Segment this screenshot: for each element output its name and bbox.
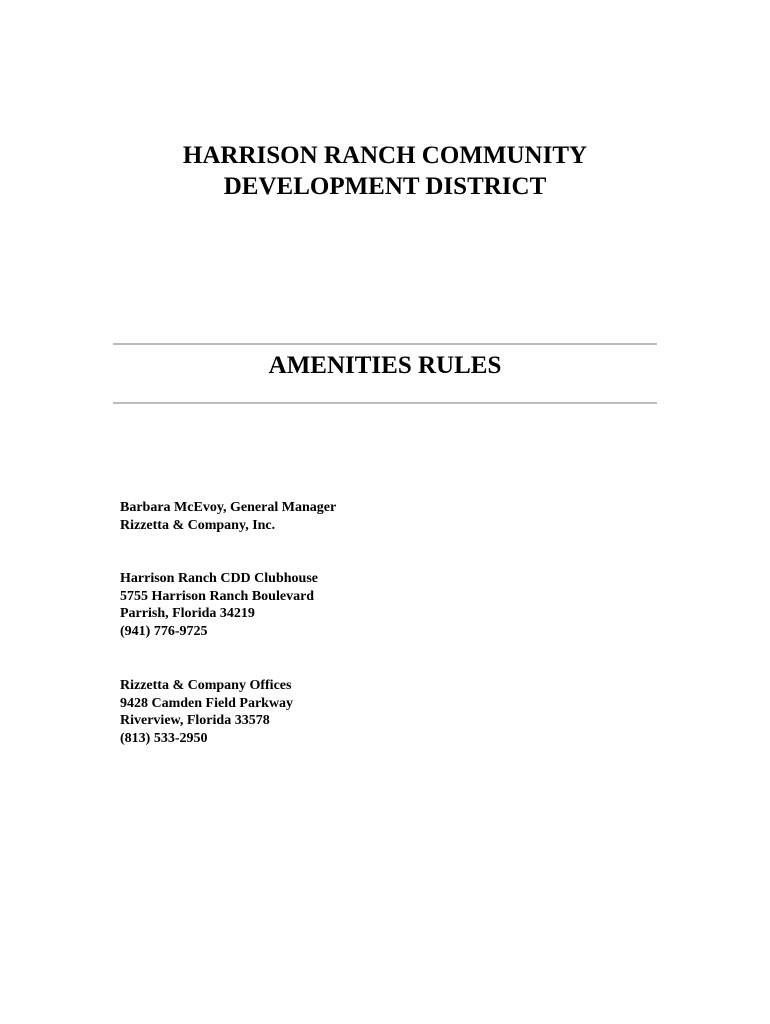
title-line-1: HARRISON RANCH COMMUNITY [182,142,588,169]
document-subtitle: AMENITIES RULES [268,352,502,379]
clubhouse-phone: (941) 776-9725 [120,624,208,640]
divider-top [113,343,657,345]
contact-block [120,499,336,534]
offices-city: Riverview, Florida 33578 [120,713,270,729]
title-line-2: DEVELOPMENT DISTRICT [223,173,547,200]
clubhouse-city: Parrish, Florida 34219 [120,606,255,622]
offices-street: 9428 Camden Field Parkway [120,695,294,711]
contact-name-title: Barbara McEvoy, General Manager [120,500,337,515]
divider-bottom [113,402,657,404]
document-title [0,140,770,202]
clubhouse-street: 5755 Harrison Ranch Boulevard [120,588,315,604]
offices-name: Rizzetta & Company Offices [120,678,292,693]
offices-phone: (813) 533-2950 [120,731,208,747]
clubhouse-name: Harrison Ranch CDD Clubhouse [120,571,318,586]
offices-address-block [120,677,293,748]
clubhouse-address-block [120,570,318,641]
contact-company: Rizzetta & Company, Inc. [120,517,276,533]
